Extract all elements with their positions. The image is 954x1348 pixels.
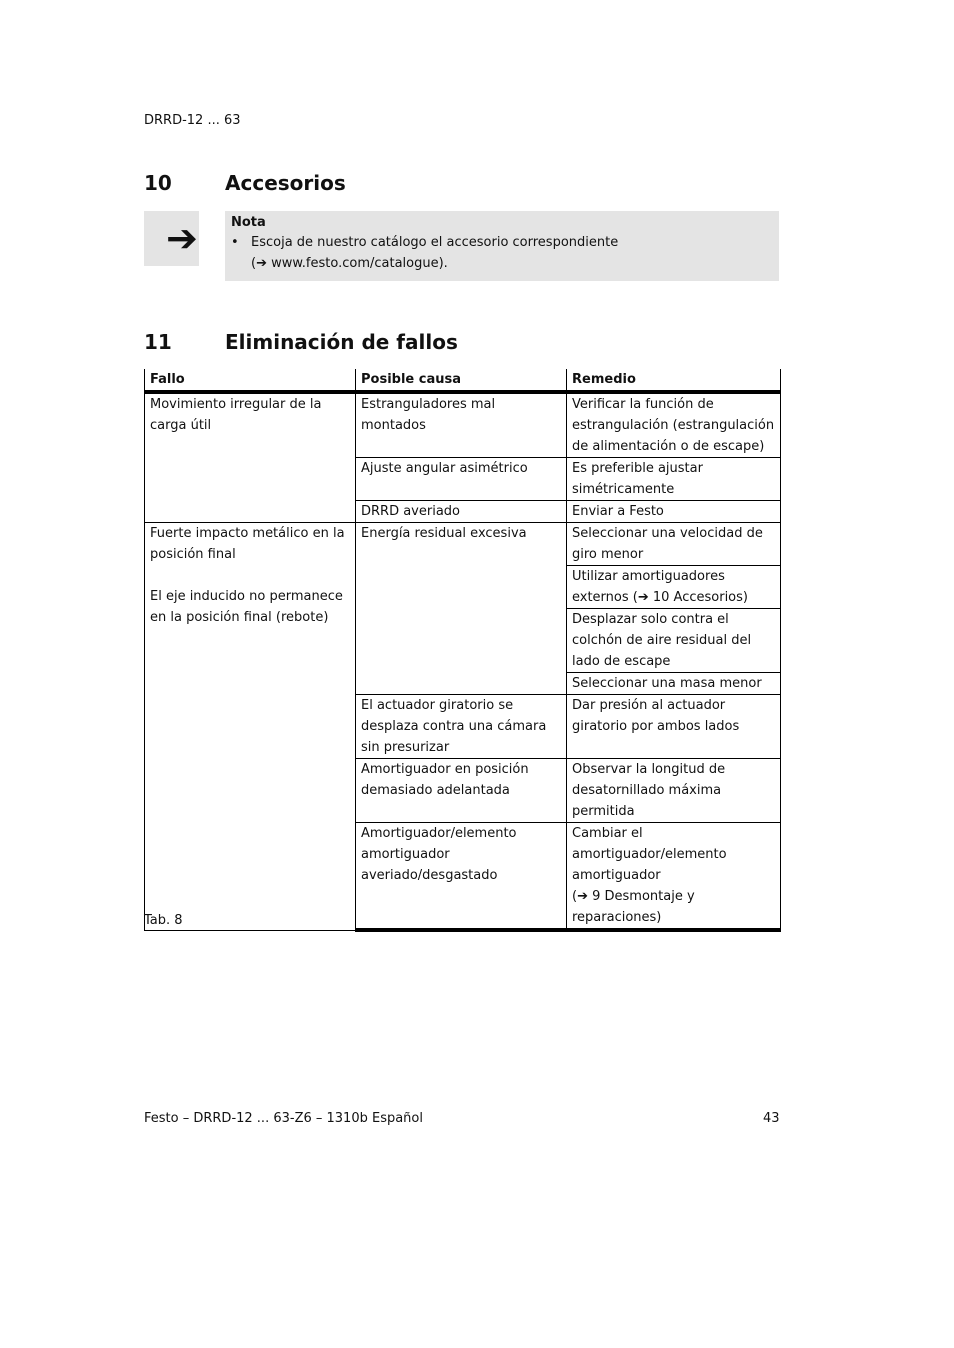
note-text: Escoja de nuestro catálogo el accesorio correspondiente xyxy=(251,235,619,250)
arrow-right-icon: ➔ xyxy=(166,216,198,260)
header-fallo: Fallo xyxy=(145,369,356,392)
section-number: 11 xyxy=(144,330,172,354)
fault-text: Fuerte impacto metálico en la posición final xyxy=(150,526,345,562)
document-code: DRRD-12 ... 63 xyxy=(144,113,241,128)
remedy-cell: Verificar la función de estrangulación (estrangulación de alimentación o de escape) xyxy=(567,392,781,458)
cause-cell: Energía residual excesiva xyxy=(356,523,567,695)
fault-cell: Movimiento irregular de la carga útil xyxy=(145,392,356,523)
remedy-cell xyxy=(567,823,781,931)
note-icon-box xyxy=(144,211,199,266)
section-title: Eliminación de fallos xyxy=(225,330,458,354)
cause-cell: Amortiguador en posición demasiado adelantada xyxy=(356,759,567,823)
cause-cell: Amortiguador/elemento amortiguador averiado/desgastado xyxy=(356,823,567,931)
note-bullet: • xyxy=(231,235,239,250)
section-number: 10 xyxy=(144,171,172,195)
remedy-cell: Es preferible ajustar simétricamente xyxy=(567,458,781,501)
header-remedio: Remedio xyxy=(567,369,781,392)
table-caption: Tab. 8 xyxy=(144,913,183,928)
header-causa: Posible causa xyxy=(356,369,567,392)
remedy-cell: Seleccionar una masa menor xyxy=(567,673,781,695)
remedy-cell: Seleccionar una velocidad de giro menor xyxy=(567,523,781,566)
cause-cell: Estranguladores mal montados xyxy=(356,392,567,458)
page-number: 43 xyxy=(763,1111,780,1126)
remedy-cell: Enviar a Festo xyxy=(567,501,781,523)
cause-cell: DRRD averiado xyxy=(356,501,567,523)
remedy-cell: Observar la longitud de desatornillado máxima permitida xyxy=(567,759,781,823)
troubleshooting-table xyxy=(144,369,781,932)
table-header-row xyxy=(145,369,781,392)
footer-doc-info: Festo – DRRD-12 ... 63-Z6 – 1310b Español xyxy=(144,1111,423,1126)
note-title: Nota xyxy=(231,215,266,230)
cause-cell: Ajuste angular asimétrico xyxy=(356,458,567,501)
remedy-cell: Desplazar solo contra el colchón de aire residual del lado de escape xyxy=(567,609,781,673)
cause-cell: El actuador giratorio se desplaza contra una cámara sin presurizar xyxy=(356,695,567,759)
remedy-text: Cambiar el amortiguador/elemento amortiguador xyxy=(572,826,727,883)
remedy-crossref: (➔ 9 Desmontaje y reparaciones) xyxy=(572,889,695,925)
note-box xyxy=(225,211,779,281)
remedy-cell: Utilizar amortiguadores externos (➔ 10 Accesorios) xyxy=(567,566,781,609)
section-title: Accesorios xyxy=(225,171,346,195)
fault-text: El eje inducido no permanece en la posición final (rebote) xyxy=(150,589,343,625)
table-row xyxy=(145,523,781,566)
remedy-cell: Dar presión al actuador giratorio por ambos lados xyxy=(567,695,781,759)
note-link-text: (➔ www.festo.com/catalogue). xyxy=(251,256,448,271)
table-row xyxy=(145,392,781,458)
fault-cell xyxy=(145,523,356,931)
